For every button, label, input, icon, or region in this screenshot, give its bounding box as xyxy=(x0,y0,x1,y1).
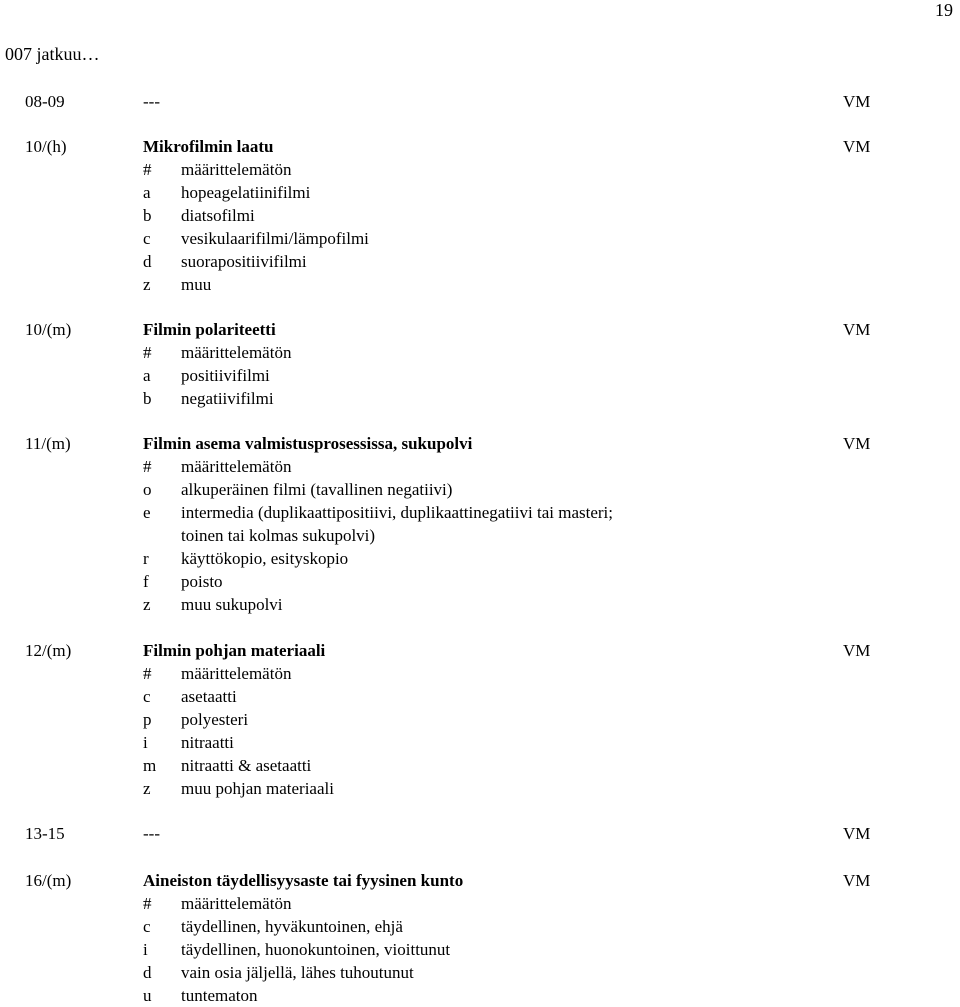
code-value: # xyxy=(143,457,152,476)
field-tag: 11/(m) xyxy=(25,434,71,453)
field-tag: 13-15 xyxy=(25,824,65,843)
code-description: alkuperäinen filmi (tavallinen negatiivi) xyxy=(181,480,453,499)
code-value: d xyxy=(143,963,152,982)
code-description: diatsofilmi xyxy=(181,206,255,225)
code-description: täydellinen, hyväkuntoinen, ehjä xyxy=(181,917,403,936)
code-value: o xyxy=(143,480,152,499)
code-value: c xyxy=(143,229,151,248)
code-value: # xyxy=(143,160,152,179)
code-description: määrittelemätön xyxy=(181,343,292,362)
code-value: a xyxy=(143,183,151,202)
code-description: suorapositiivifilmi xyxy=(181,252,307,271)
code-value: b xyxy=(143,206,152,225)
field-title: Mikrofilmin laatu xyxy=(143,137,274,156)
obligation-label: VM xyxy=(843,92,871,111)
code-value: r xyxy=(143,549,149,568)
code-description: vesikulaarifilmi/lämpofilmi xyxy=(181,229,369,248)
code-value: # xyxy=(143,343,152,362)
field-title: Filmin asema valmistusprosessissa, sukupolvi xyxy=(143,434,473,453)
code-value: m xyxy=(143,756,157,775)
code-description: intermedia (duplikaattipositiivi, duplikaattinegatiivi tai masteri; xyxy=(181,503,613,522)
obligation-label: VM xyxy=(843,641,871,660)
code-description: tuntematon xyxy=(181,986,258,1005)
code-description: positiivifilmi xyxy=(181,366,270,385)
field-title: Filmin polariteetti xyxy=(143,320,276,339)
obligation-label: VM xyxy=(843,434,871,453)
code-value: i xyxy=(143,940,148,959)
field-tag: 10/(h) xyxy=(25,137,67,156)
field-tag: 16/(m) xyxy=(25,871,72,890)
obligation-label: VM xyxy=(843,824,871,843)
code-description: hopeagelatiinifilmi xyxy=(181,183,311,202)
field-tag: 08-09 xyxy=(25,92,65,111)
code-description: määrittelemätön xyxy=(181,664,292,683)
code-description: negatiivifilmi xyxy=(181,389,274,408)
field-tag: 10/(m) xyxy=(25,320,72,339)
code-value: # xyxy=(143,664,152,683)
code-description: määrittelemätön xyxy=(181,894,292,913)
code-description: muu sukupolvi xyxy=(181,595,283,614)
code-value: z xyxy=(143,779,151,798)
field-tag: 12/(m) xyxy=(25,641,72,660)
code-description: määrittelemätön xyxy=(181,160,292,179)
obligation-label: VM xyxy=(843,137,871,156)
field-title: Filmin pohjan materiaali xyxy=(143,641,326,660)
code-description: vain osia jäljellä, lähes tuhoutunut xyxy=(181,963,414,982)
code-value: f xyxy=(143,572,149,591)
code-description: muu xyxy=(181,275,212,294)
code-description: poisto xyxy=(181,572,223,591)
continuation-heading: 007 jatkuu… xyxy=(5,44,100,64)
page-number: 19 xyxy=(935,0,953,20)
code-value: # xyxy=(143,894,152,913)
obligation-label: VM xyxy=(843,871,871,890)
code-value: c xyxy=(143,687,151,706)
code-description: nitraatti xyxy=(181,733,234,752)
code-value: p xyxy=(143,710,152,729)
code-description: toinen tai kolmas sukupolvi) xyxy=(181,526,376,545)
code-description: nitraatti & asetaatti xyxy=(181,756,312,775)
code-description: polyesteri xyxy=(181,710,249,729)
code-value: e xyxy=(143,503,151,522)
code-description: täydellinen, huonokuntoinen, vioittunut xyxy=(181,940,451,959)
field-title: Aineiston täydellisyysaste tai fyysinen kunto xyxy=(143,871,464,890)
code-description: määrittelemätön xyxy=(181,457,292,476)
code-description: asetaatti xyxy=(181,687,237,706)
code-value: b xyxy=(143,389,152,408)
code-description: käyttökopio, esityskopio xyxy=(181,549,349,568)
code-value: d xyxy=(143,252,152,271)
code-value: i xyxy=(143,733,148,752)
code-value: z xyxy=(143,275,151,294)
field-title: --- xyxy=(143,92,160,111)
field-title: --- xyxy=(143,824,160,843)
code-value: a xyxy=(143,366,151,385)
code-description: muu pohjan materiaali xyxy=(181,779,334,798)
code-value: c xyxy=(143,917,151,936)
obligation-label: VM xyxy=(843,320,871,339)
code-value: u xyxy=(143,986,152,1005)
code-value: z xyxy=(143,595,151,614)
